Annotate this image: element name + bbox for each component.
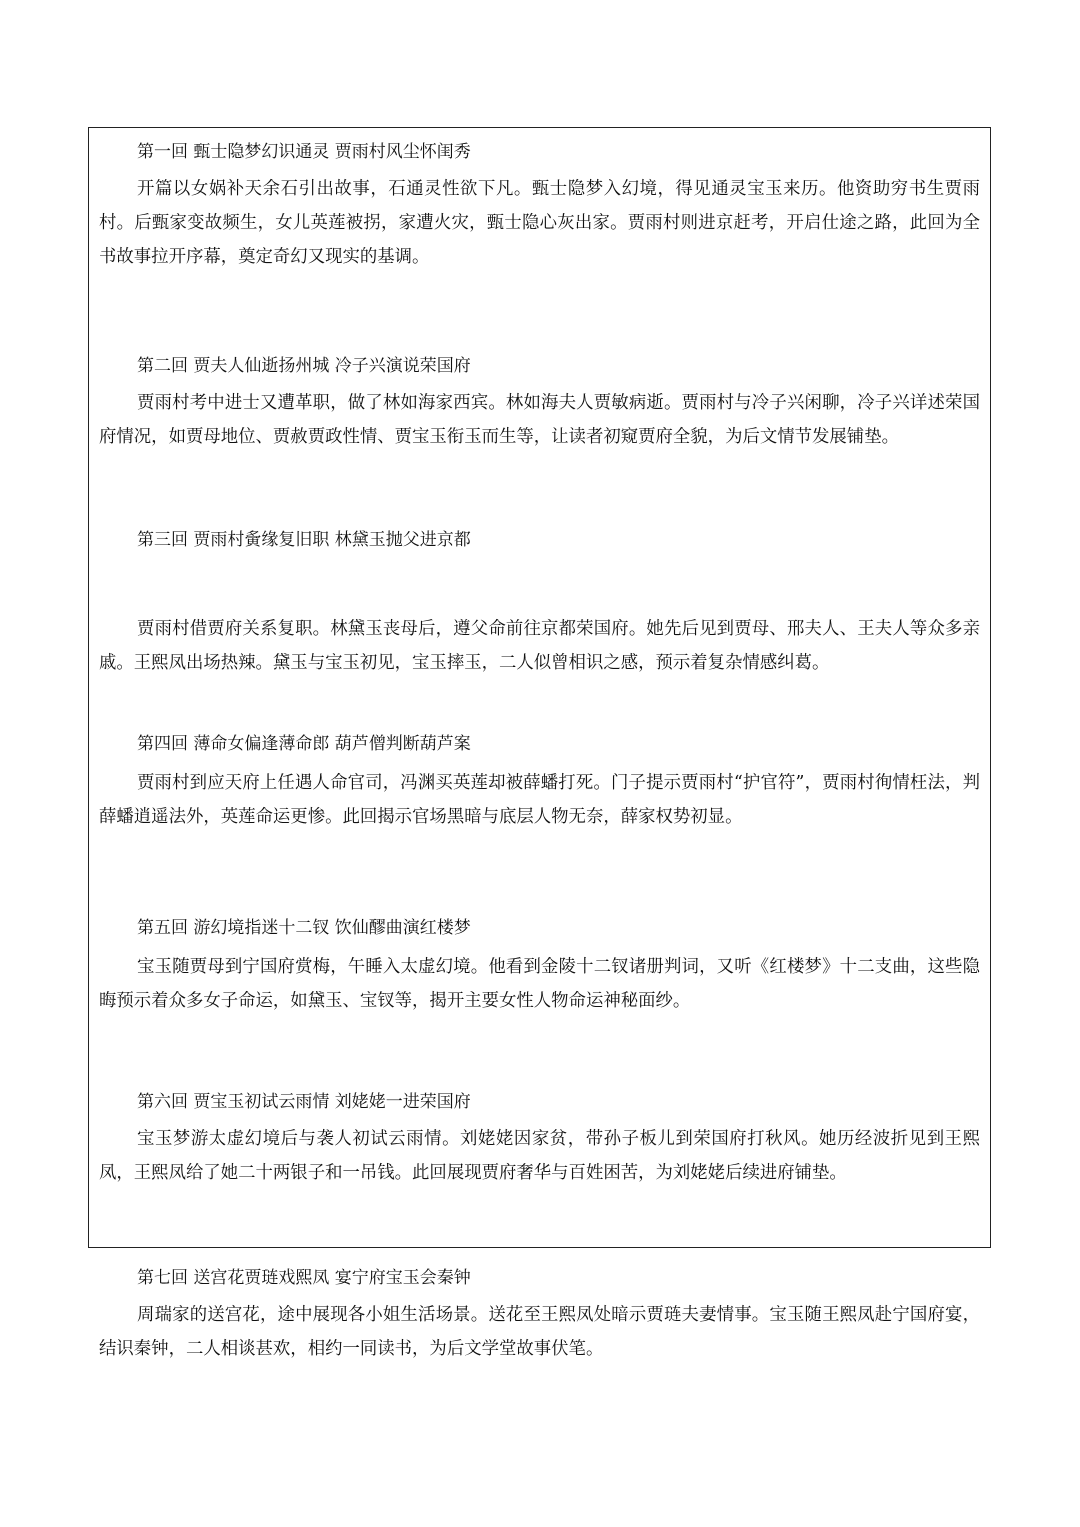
chapter-summary: 贾雨村考中进士又遭革职，做了林如海家西宾。林如海夫人贾敏病逝。贾雨村与冷子兴闲聊，冷子兴详述荣国府情况，如贾母地位、贾赦贾政性情、贾宝玉衔玉而生等，让读者初窥贾府全貌，为后文情节发展铺垫。	[99, 393, 980, 447]
chapter-title: 第四回 薄命女偏逢薄命郎 葫芦僧判断葫芦案	[137, 734, 471, 754]
chapter-summary: 贾雨村借贾府关系复职。林黛玉丧母后，遵父命前往京都荣国府。她先后见到贾母、邢夫人、王夫人等众多亲戚。王熙凤出场热辣。黛玉与宝玉初见，宝玉摔玉，二人似曾相识之感，预示着复杂情感纠葛。	[99, 619, 980, 673]
chapter-title: 第七回 送宫花贾琏戏熙凤 宴宁府宝玉会秦钟	[137, 1268, 471, 1288]
chapter-summary: 开篇以女娲补天余石引出故事，石通灵性欲下凡。甄士隐梦入幻境，得见通灵宝玉来历。他资助穷书生贾雨村。后甄家变故频生，女儿英莲被拐，家遭火灾，甄士隐心灰出家。贾雨村则进京赶考，开启仕途之路，此回为全书故事拉开序幕，奠定奇幻又现实的基调。	[99, 179, 980, 267]
chapter-title: 第六回 贾宝玉初试云雨情 刘姥姥一进荣国府	[137, 1092, 471, 1112]
chapter-summary: 贾雨村到应天府上任遇人命官司，冯渊买英莲却被薛蟠打死。门子提示贾雨村“护官符”，贾雨村徇情枉法，判薛蟠逍遥法外，英莲命运更惨。此回揭示官场黑暗与底层人物无奈，薛家权势初显。	[99, 773, 980, 827]
document-frame	[88, 127, 991, 1359]
chapter-summary: 宝玉随贾母到宁国府赏梅，午睡入太虚幻境。他看到金陵十二钗诸册判词，又听《红楼梦》十二支曲，这些隐晦预示着众多女子命运，如黛玉、宝钗等，揭开主要女性人物命运神秘面纱。	[99, 957, 980, 1011]
chapter-summary: 宝玉梦游太虚幻境后与袭人初试云雨情。刘姥姥因家贫，带孙子板儿到荣国府打秋风。她历经波折见到王熙凤，王熙凤给了她二十两银子和一吊钱。此回展现贾府奢华与百姓困苦，为刘姥姥后续进府铺垫。	[99, 1129, 980, 1183]
chapter-title: 第五回 游幻境指迷十二钗 饮仙醪曲演红楼梦	[137, 918, 471, 938]
chapter-title: 第二回 贾夫人仙逝扬州城 冷子兴演说荣国府	[137, 356, 471, 376]
chapter-title: 第一回 甄士隐梦幻识通灵 贾雨村风尘怀闺秀	[137, 142, 471, 162]
chapter-title: 第三回 贾雨村夤缘复旧职 林黛玉抛父进京都	[137, 530, 471, 550]
chapter-summary: 周瑞家的送宫花，途中展现各小姐生活场景。送花至王熙凤处暗示贾琏夫妻情事。宝玉随王熙凤赴宁国府宴，结识秦钟，二人相谈甚欢，相约一同读书，为后文学堂故事伏笔。	[99, 1305, 980, 1359]
